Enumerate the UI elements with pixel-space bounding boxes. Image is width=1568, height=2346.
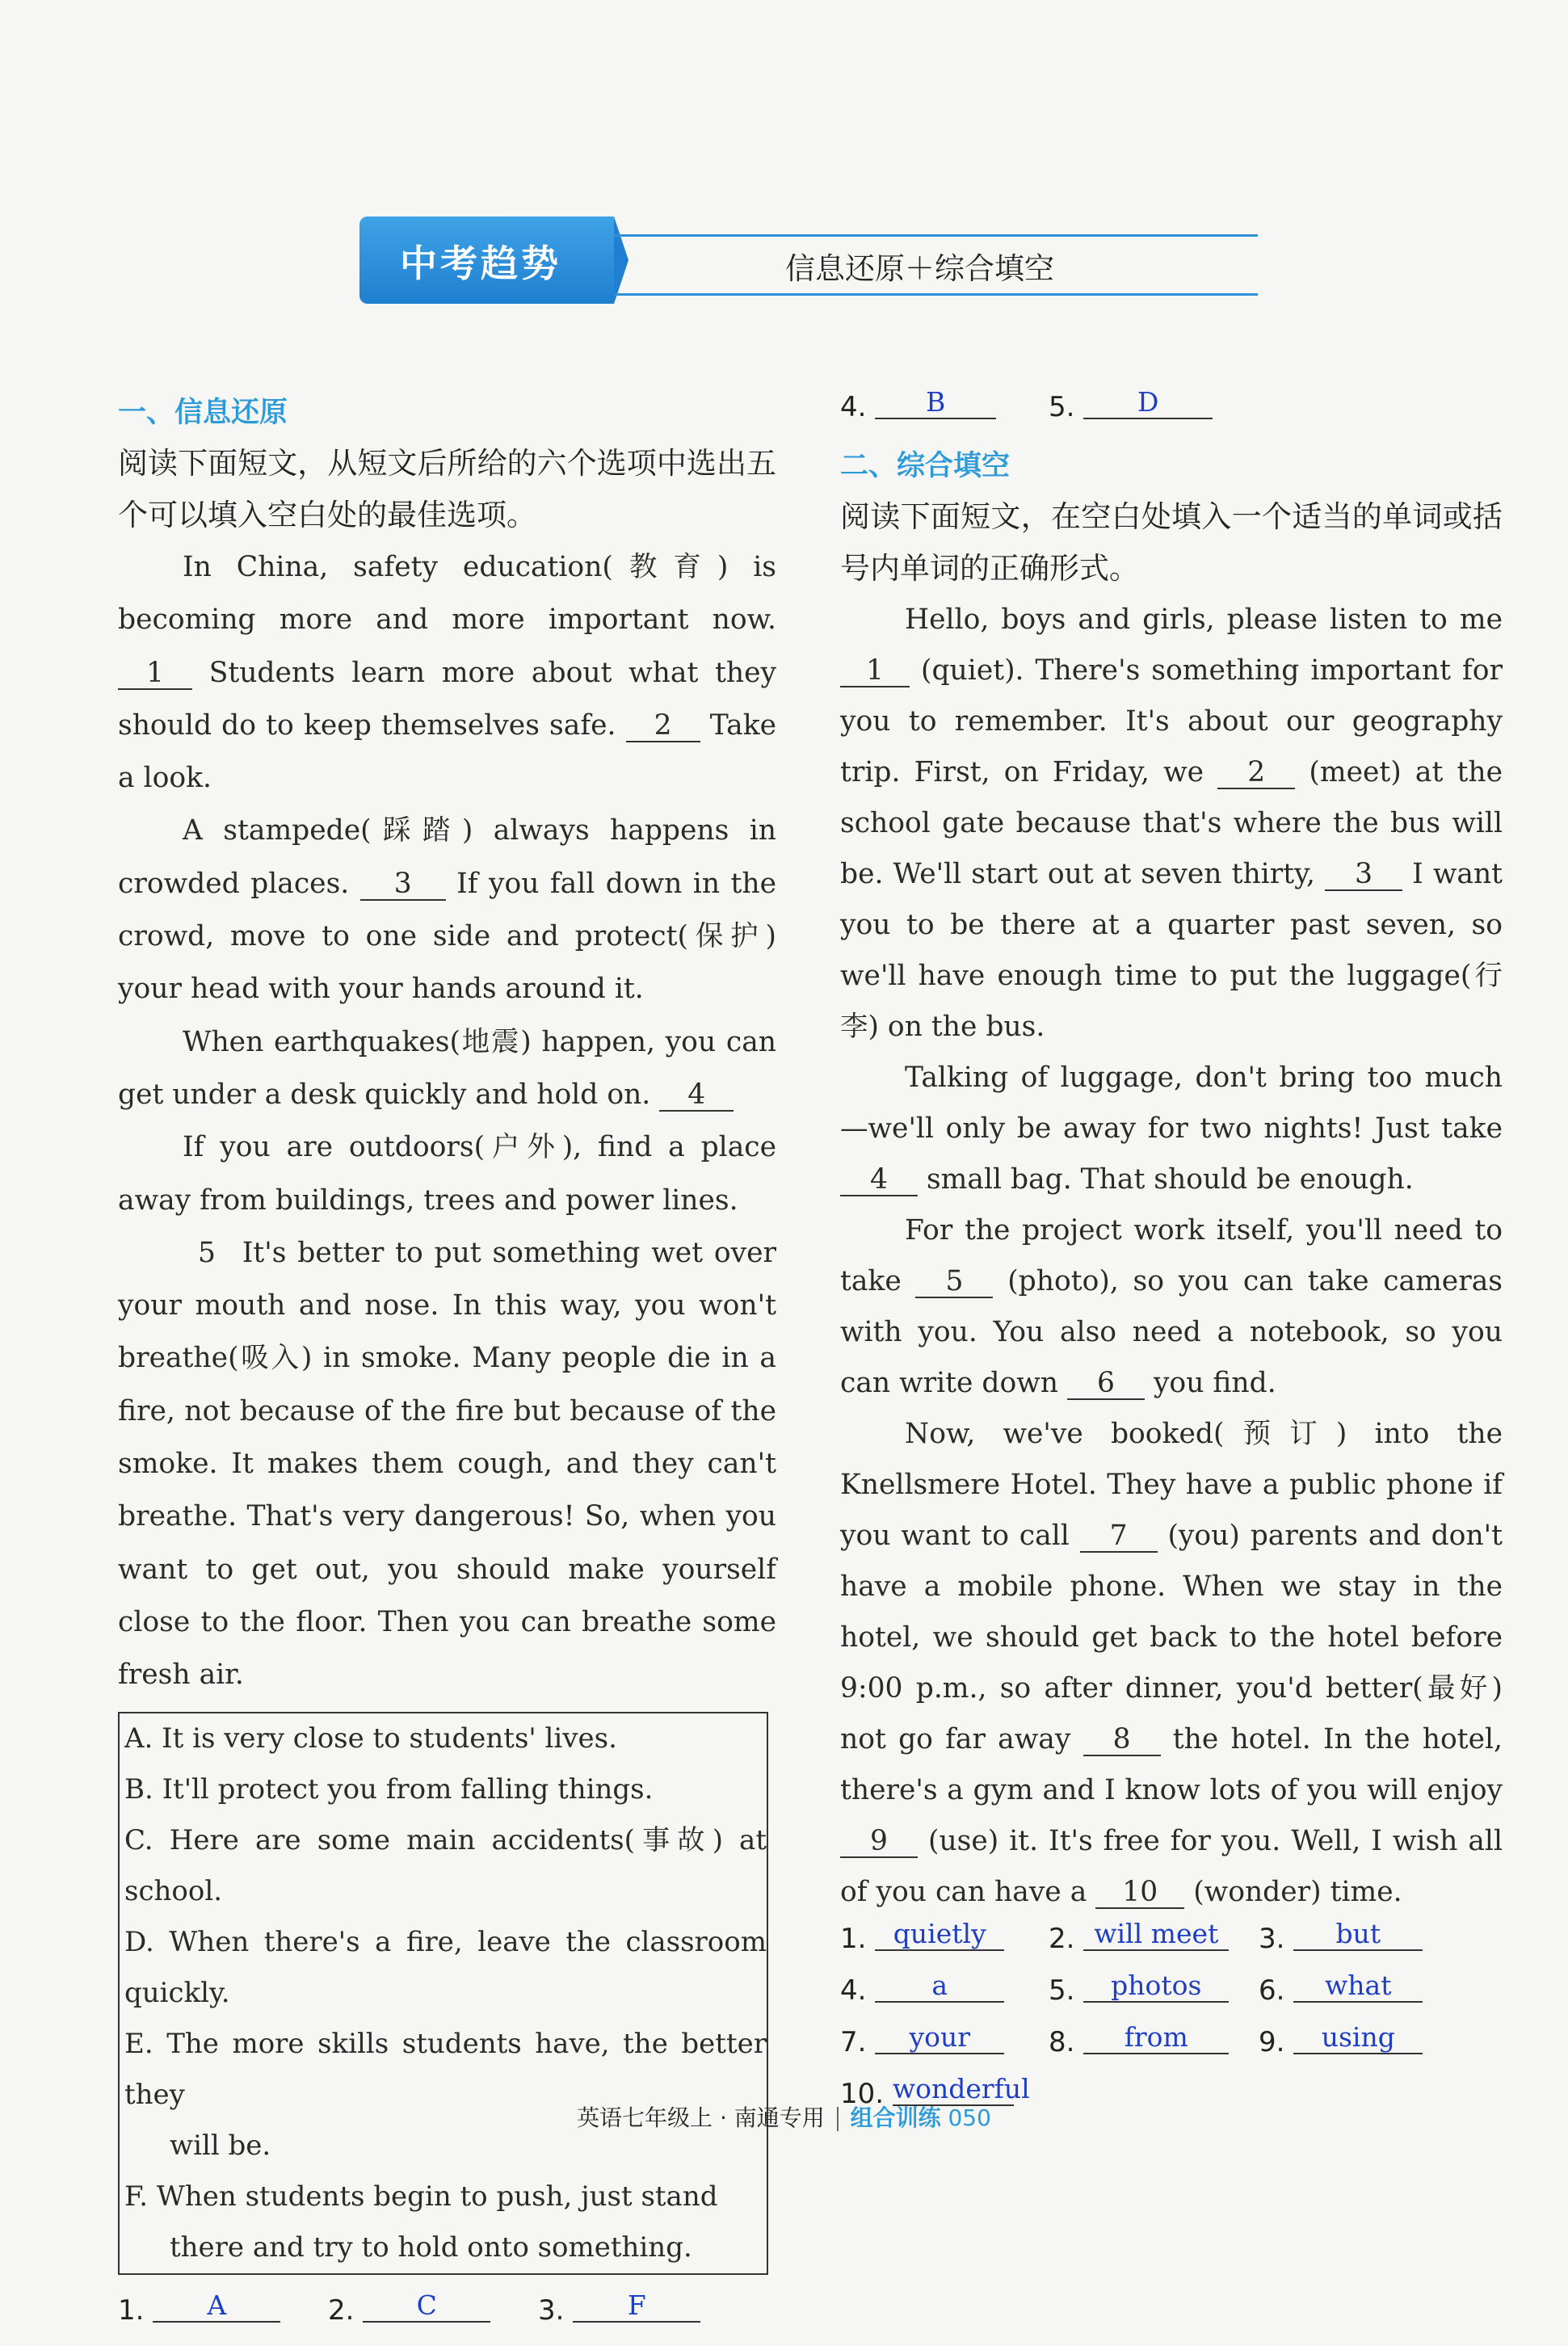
answer-number: 1. — [118, 2293, 145, 2327]
blank-6[interactable]: 6 — [1067, 1368, 1145, 1400]
answer-value[interactable]: from — [1083, 2021, 1229, 2054]
text-run: Students learn more about what they should do to keep themselves safe. — [118, 656, 776, 742]
footer-divider — [837, 2107, 839, 2131]
answer-item — [840, 1970, 1004, 2008]
option-a: A. It is very close to students' lives. — [124, 1722, 617, 1755]
blank-9[interactable]: 9 — [840, 1826, 918, 1858]
answer-row — [840, 1918, 1503, 1974]
passage1-paragraph-3 — [118, 1016, 776, 1122]
text-run: For the project work itself, you'll need to take — [840, 1214, 1503, 1297]
blank-2[interactable]: 2 — [626, 710, 700, 742]
section2-instruction: 阅读下面短文，在空白处填入一个适当的单词或括号内单词的正确形式。 — [840, 499, 1503, 586]
section2-title: 二、综合填空 — [840, 450, 1011, 482]
text-run: It's better to put something wet over your mouth and nose. In this way, you won't breathe(吸入) in smoke. Many people die in a fire, not because of the fire but because of the smoke. It makes them cough, and they can't breathe. That's very dangerous! So, when you want to get out, you should make yourself close to the floor. Then you can breathe some fresh air. — [118, 1236, 777, 1692]
answer-number: 6. — [1259, 1974, 1285, 2007]
answer-number: 8. — [1049, 2026, 1075, 2058]
answer-number: 1. — [840, 1923, 867, 1955]
answer-number: 3. — [1259, 1923, 1285, 1955]
text-run: (photo), so you can take cameras with you. You also need a notebook, so you can write down — [840, 1265, 1503, 1399]
footer-book-title: 英语七年级上 · 南通专用 — [577, 2104, 825, 2131]
answer-row — [118, 2289, 776, 2346]
text-run: Now, we've booked(预订) into the Knellsmere Hotel. They have a public phone if you want to call — [840, 1418, 1503, 1552]
banner-tab-label: 中考趋势 — [400, 242, 561, 285]
passage1-paragraph-4: If you are outdoors(户外), find a place away from buildings, trees and power lines. — [118, 1131, 776, 1217]
option-e: E. The more skills students have, the better they — [124, 2027, 767, 2111]
blank-5[interactable]: 5 — [915, 1266, 993, 1298]
answer-number: 10. — [840, 2078, 885, 2110]
text-run: When earthquakes(地震) happen, you can get under a desk quickly and hold on. — [118, 1025, 776, 1111]
answer-value[interactable]: your — [875, 2021, 1004, 2054]
answer-value[interactable]: F — [573, 2289, 700, 2323]
page-footer — [0, 2100, 1568, 2133]
text-run: I want you to be there at a quarter past seven, so we'll have enough time to put the luggage(行李) on the bus. — [840, 858, 1503, 1043]
answer-number: 2. — [328, 2293, 355, 2327]
answer-row — [840, 386, 1503, 441]
option-f-cont: there and try to hold onto something. — [170, 2230, 692, 2264]
text-run: (use) it. It's free for you. Well, I wish all of you can have a — [840, 1825, 1503, 1908]
section1-title: 一、信息还原 — [118, 397, 288, 429]
answer-item — [538, 2289, 700, 2327]
banner-rule-top — [614, 234, 1258, 237]
blank-8[interactable]: 8 — [1083, 1724, 1161, 1756]
answer-row — [840, 1970, 1503, 2026]
text-run: the hotel. In the hotel, there's a gym and I know lots of you will enjoy — [840, 1723, 1503, 1806]
text-run: (you) parents and don't have a mobile phone. When we stay in the hotel, we should get back to the hotel before 9:00 p.m., so after dinner, you'd better(最好) not go far away — [840, 1520, 1503, 1755]
options-box — [118, 1712, 768, 2275]
answer-value[interactable]: will meet — [1083, 1918, 1229, 1951]
answer-value[interactable]: what — [1293, 1970, 1423, 2003]
answer-value[interactable]: but — [1293, 1918, 1423, 1951]
answer-item — [840, 1918, 1004, 1956]
banner-rule-bottom — [614, 293, 1258, 296]
blank-5[interactable]: 5 — [198, 1236, 216, 1269]
banner-subtitle: 信息还原＋综合填空 — [785, 251, 1054, 286]
answer-item — [840, 2021, 1004, 2059]
text-run: Hello, boys and girls, please listen to me — [905, 603, 1503, 636]
option-e-cont: will be. — [170, 2129, 271, 2162]
answer-value[interactable]: C — [363, 2289, 490, 2323]
answer-number: 9. — [1259, 2026, 1285, 2058]
blank-7[interactable]: 7 — [1080, 1520, 1158, 1553]
text-run: (meet) at the school gate because that's where the bus will be. We'll start out at seven thirty, — [840, 756, 1503, 890]
blank-3[interactable]: 3 — [360, 868, 446, 901]
blank-1[interactable]: 1 — [118, 658, 192, 690]
passage1-paragraph-1 — [118, 541, 776, 805]
answer-number: 7. — [840, 2026, 867, 2058]
answer-item — [1049, 1918, 1229, 1956]
answer-value[interactable]: photos — [1083, 1970, 1229, 2003]
section-banner — [359, 217, 1258, 304]
page-number: 050 — [948, 2104, 991, 2131]
blank-4[interactable]: 4 — [659, 1079, 734, 1112]
text-run: In China, safety education(教育) is becoming more and more important now. — [118, 551, 776, 637]
answer-number: 5. — [1049, 1974, 1075, 2007]
banner-tab — [359, 217, 614, 304]
answer-item — [1049, 386, 1213, 424]
answer-value[interactable]: a — [875, 1970, 1004, 2003]
text-run: Talking of luggage, don't bring too much—we'll only be away for two nights! Just take — [840, 1062, 1503, 1145]
section1-instruction: 阅读下面短文，从短文后所给的六个选项中选出五个可以填入空白处的最佳选项。 — [118, 446, 776, 532]
answer-number: 5. — [1049, 391, 1075, 423]
answer-value[interactable]: using — [1293, 2021, 1423, 2054]
left-column — [118, 388, 776, 2346]
text-run: Take a look. — [118, 708, 777, 795]
answer-number: 3. — [538, 2293, 565, 2327]
text-run: small bag. That should be enough. — [926, 1163, 1414, 1196]
text-run: (wonder) time. — [1193, 1876, 1402, 1908]
answer-row — [840, 2021, 1503, 2078]
answer-value[interactable]: quietly — [875, 1918, 1004, 1951]
banner-notch — [614, 217, 628, 304]
blank-10[interactable]: 10 — [1095, 1877, 1184, 1909]
footer-series: 组合训练 — [850, 2104, 941, 2131]
answer-item — [1259, 1970, 1423, 2008]
option-c: C. Here are some main accidents(事故) at school. — [124, 1823, 767, 1907]
passage2-paragraph-2 — [840, 1053, 1503, 1205]
passage1-paragraph-5 — [118, 1227, 776, 1702]
passage2-paragraph-3 — [840, 1205, 1503, 1409]
answer-value[interactable]: B — [875, 386, 996, 419]
passage2-paragraph-1 — [840, 595, 1503, 1053]
text-run: A stampede(踩踏) always happens in crowded places. — [118, 814, 776, 900]
blank-3[interactable]: 3 — [1325, 859, 1402, 891]
blank-2[interactable]: 2 — [1217, 757, 1295, 789]
option-b: B. It'll protect you from falling things. — [124, 1772, 654, 1806]
text-run: (quiet). There's something important for you to remember. It's about our geography trip. First, on Friday, we — [840, 654, 1503, 788]
blank-1[interactable]: 1 — [840, 655, 910, 687]
blank-4[interactable]: 4 — [840, 1164, 918, 1196]
answer-item — [1049, 1970, 1229, 2008]
answer-item — [1259, 2021, 1423, 2059]
answer-number: 4. — [840, 391, 867, 423]
passage1-paragraph-2 — [118, 805, 776, 1015]
text-run: you find. — [1153, 1367, 1276, 1399]
answer-number: 2. — [1049, 1923, 1075, 1955]
text-run: If you fall down in the crowd, move to one side and protect(保护) your head with your hands around it. — [118, 867, 777, 1006]
answer-number: 4. — [840, 1974, 867, 2007]
answer-value[interactable]: D — [1083, 386, 1213, 419]
passage2-paragraph-4 — [840, 1409, 1503, 1918]
answer-item — [118, 2289, 280, 2327]
right-column — [840, 388, 1503, 2129]
answer-item — [1259, 1918, 1423, 1956]
answer-item — [840, 386, 996, 424]
answer-value[interactable]: wonderful — [892, 2073, 1030, 2104]
answer-item — [328, 2289, 490, 2327]
option-d: D. When there's a fire, leave the classroom quickly. — [124, 1925, 767, 2009]
answer-value[interactable]: A — [153, 2289, 280, 2323]
answer-item — [1049, 2021, 1229, 2059]
option-f: F. When students begin to push, just stand — [124, 2180, 718, 2213]
